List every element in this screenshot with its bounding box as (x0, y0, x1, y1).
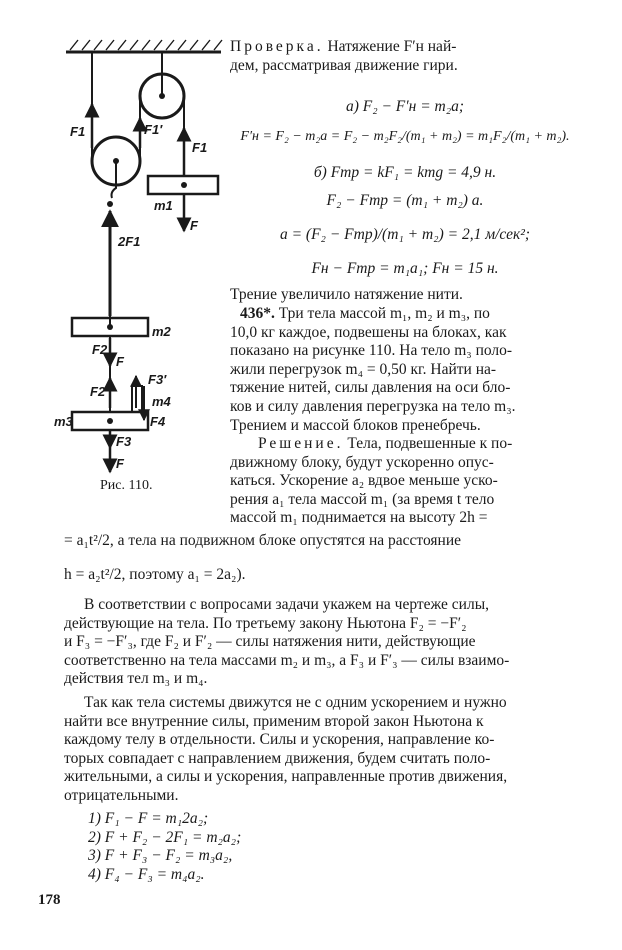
label-F-m1: F (190, 218, 198, 233)
para3-line-1: найти все внутренние силы, применим второй закон Ньютона к (64, 712, 484, 730)
label-F2: F2 (92, 342, 108, 357)
label-F3: F3 (116, 434, 132, 449)
ceiling (66, 40, 222, 52)
equation-3: 3) F + F₃ − F₂ = m₃a₂, (88, 847, 233, 865)
solution-cont-2: h = a₂t²/2, поэтому a₁ = 2a₂). (64, 566, 246, 583)
problem-line-3: жили перегрузок m₄ = 0,50 кг. Найти на- (230, 360, 497, 378)
check-line1-rest: Натяжение F′н най- (327, 38, 457, 55)
para2-line-4: действия тел m₃ и m₄. (64, 670, 208, 688)
para3-line-4: жительными, а силы и ускорения, направленные против движения, (64, 768, 508, 786)
label-F1-mid: F1′ (144, 122, 163, 137)
solution-line-0: Тела, подвешенные к по- (347, 435, 513, 452)
label-F-bottom: F (116, 456, 124, 471)
equation-1: 1) F₁ − F = m₁2a₂; (88, 810, 209, 827)
eq-a2: F′н = F₂ − m₂a = F₂ − m₂F₂/(m₁ + m₂) = m₁F₂/(m₁ + m₂). (240, 129, 570, 144)
pulley-figure (56, 36, 226, 496)
label-m4: m4 (152, 394, 171, 409)
problem-number: 436*. (240, 305, 275, 322)
label-F-m2: F (116, 354, 124, 369)
check-line-2: дем, рассматривая движение гири. (230, 56, 458, 74)
solution-para-3 (64, 694, 576, 806)
label-F2p: F2′ (90, 384, 109, 399)
equation-4: 4) F₄ − F₃ = m₄a₂. (88, 865, 205, 883)
eq-b3: a = (F₂ − Fтр)/(m₁ + m₂) = 2,1 м/сек²; (279, 226, 531, 243)
solution-line-1: движному блоку, будут ускоренно опус- (230, 453, 494, 471)
problem-line-5: ков и силу давления перегрузка на тело m₃. (230, 397, 516, 415)
para2-line-0: В соответствии с вопросами задачи укажем на чертеже силы, (84, 596, 489, 613)
label-F3p: F3′ (148, 372, 167, 387)
label-m3: m3 (54, 414, 73, 429)
solution-start (230, 435, 580, 528)
solution-line-4: массой m₁ поднимается на высоту 2h = (230, 509, 488, 527)
page-number: 178 (38, 892, 61, 908)
label-2F1: 2F1 (118, 234, 141, 249)
para3-line-0: Так как тела системы движутся не с одним ускорением и нужно (84, 694, 507, 711)
movable-pulley (92, 137, 140, 198)
para3-line-5: отрицательными. (64, 786, 179, 804)
label-F1-right: F1 (192, 140, 208, 155)
check-section (230, 38, 580, 75)
para3-line-2: каждому телу в отдельности. Силы и ускорения, направление ко- (64, 731, 495, 749)
solution-line-3: рения a₁ тела массой m₁ (за время t тело (230, 490, 495, 508)
label-F1-left: F1 (70, 124, 86, 139)
problem-line-1: 10,0 кг каждое, подвешены на блоках, как (230, 323, 507, 341)
para2-line-3: соответственно на тела массами m₂ и m₃, а F₃ и F′₃ — силы взаимо- (64, 651, 510, 669)
equation-list (88, 810, 241, 884)
problem-line-6: Трением и массой блоков пренебречь. (230, 416, 481, 434)
eq-b4: Fн − Fтр = m₁a₁; Fн = 15 н. (311, 260, 499, 277)
problem-line-4: тяжение нитей, силы давления на оси бло- (230, 379, 511, 397)
check-line-1 (230, 38, 580, 57)
solution-heading: Решение. (258, 435, 344, 452)
solution-line-2: каться. Ускорение a₂ вдвое меньше уско- (230, 472, 498, 490)
figure-caption: Рис. 110. (100, 478, 153, 493)
para2-line-2: и F₃ = −F′₃, где F₂ и F′₂ — силы натяжения нити, действующие (64, 633, 476, 651)
eq-b: б) Fтр = kF₁ = kmg = 4,9 н. (313, 164, 497, 181)
problem-line-0: Три тела массой m₁, m₂ и m₃, по (278, 305, 490, 322)
fixed-pulley (140, 52, 184, 118)
para2-line-1: действующие на тела. По третьему закону Ньютона F₂ = −F′₂ (64, 614, 467, 632)
label-m1: m1 (154, 198, 173, 213)
check-heading: Проверка. (230, 38, 324, 55)
solution-cont-1: = a₁t²/2, а тела на подвижном блоке опустятся на расстояние (64, 532, 462, 549)
solution-para-2 (64, 596, 576, 689)
eq-b2: F₂ − Fтр = (m₁ + m₂) a. (326, 192, 484, 209)
equation-2: 2) F + F₂ − 2F₁ = m₂a₂; (88, 828, 242, 846)
label-F4: F4 (150, 414, 166, 429)
problem-line-2: показано на рисунке 110. На тело m₃ поло- (230, 342, 513, 360)
check-conclusion: Трение увеличило натяжение нити. (230, 286, 463, 303)
eq-a: а) F₂ − F′н = m₂a; (345, 98, 465, 115)
para3-line-3: торых совпадает с направлением движения, будем считать поло- (64, 749, 491, 767)
problem-436 (230, 305, 580, 435)
label-m2: m2 (152, 324, 171, 339)
